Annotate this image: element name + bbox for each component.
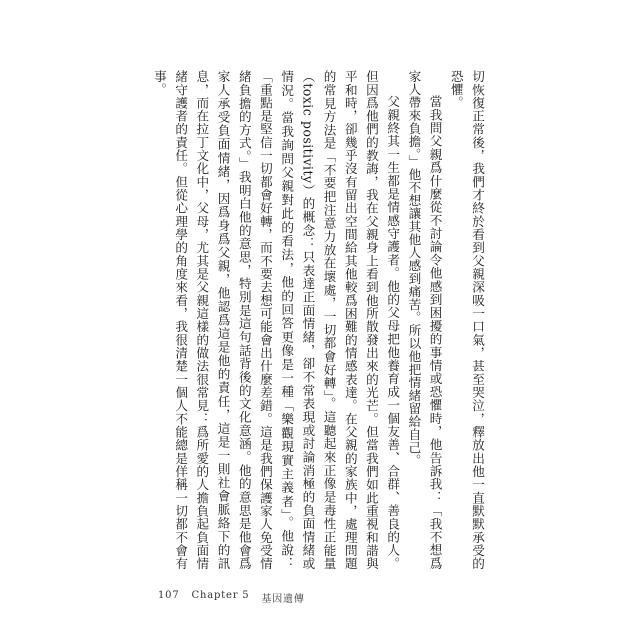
page-number: 107 bbox=[158, 590, 180, 601]
paragraph-3: 父親終其一生都是情感守護者。他的父母把他養育成一個友善、合群、善良的人。但因爲他們的教誨，我在父親身上看到他所散發出來的光芒。但當我們如此重視和諧與平和時，卻幾乎沒有留出空間給其他較爲困難的情感表達。在父親的家族中，處理問題的常見方法是「不要把注意力放在壞處，一切都會好轉」。這聽起來正像是毒性正能量（toxic positivity）的概念：只表達正面情緒，卻不常表現或討論消極的負面情緒或情況。當我詢問父親對此的看法，他的回答更像是一種「樂觀現實主義者」。他說：「重點是堅信一切都會好轉，而不要去想可能會出什麼差錯。這是我們保護家人免受情緒負擔的方式。」我明白他的意思，特別是這句話背後的文化意涵。他的意思是他會爲家人承受負面情緒，因爲身爲父親，他認爲這是他的責任，這是一則社會脈絡下的訊息，而在拉丁文化中，父母，尤其是父親這樣的做法很常見：爲所愛的人擔負起負面情緒守護者的責任。但從心理學的角度來看，我很清楚一個人不能總是佯稱一切都不會有事。 bbox=[151, 70, 401, 570]
page-footer bbox=[158, 590, 305, 605]
paragraph-2: 當我問父親爲什麼從不討論令他感到困擾的事情或恐懼時，他告訴我：「我不想爲家人帶來負擔。」他不想讓其他人感到痛苦。所以他把情緒留給自己。 bbox=[406, 70, 443, 570]
body-text bbox=[151, 70, 488, 570]
paragraph-1: 切恢復正常後，我們才終於看到父親深吸一口氣，甚至哭泣，釋放出他一直默默承受的恐懼。 bbox=[448, 70, 485, 570]
chapter-title: 基因遺傳 bbox=[261, 594, 305, 605]
chapter-label: Chapter 5 bbox=[191, 590, 250, 601]
